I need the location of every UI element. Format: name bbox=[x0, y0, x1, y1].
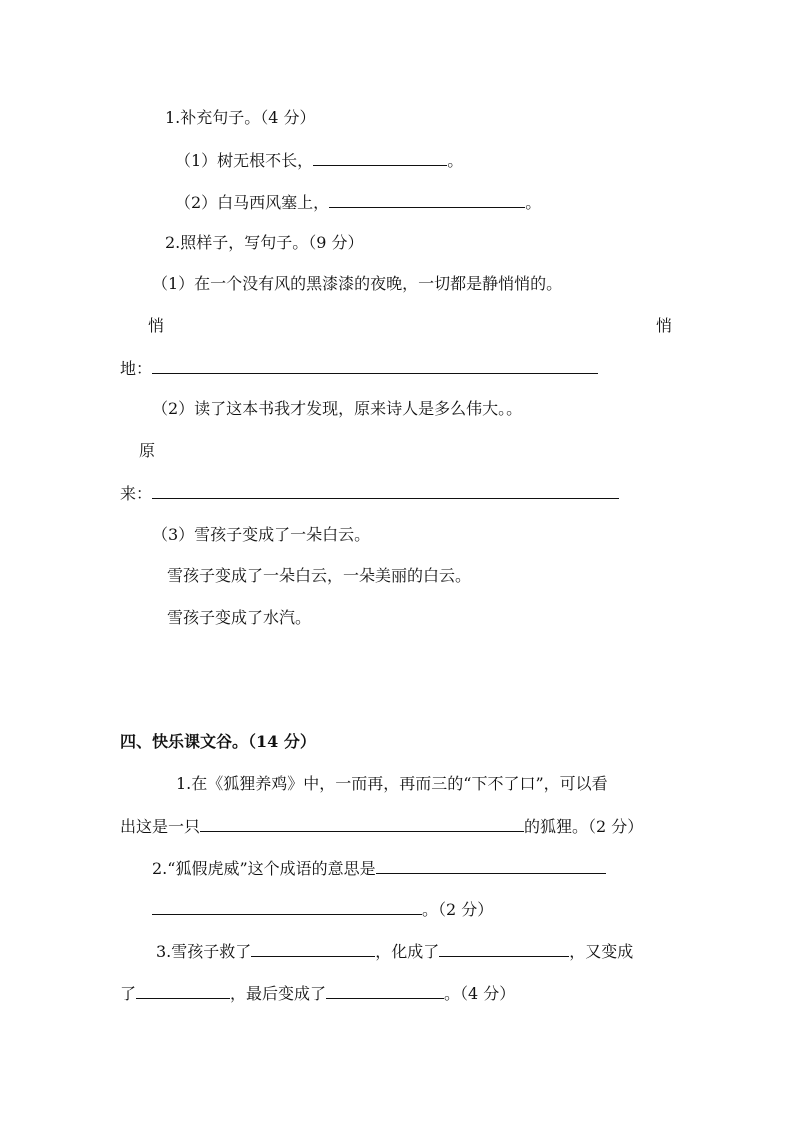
q2-item-2-blank[interactable] bbox=[152, 482, 619, 499]
q2-item-2-answer bbox=[120, 482, 619, 504]
s4-q3-part-4: 了 bbox=[120, 984, 137, 1003]
q2-item-1-answer-label: 地： bbox=[120, 359, 153, 378]
q2-item-1-blank[interactable] bbox=[152, 357, 598, 374]
q2-item-1-word-start: 悄 bbox=[148, 316, 165, 335]
s4-q2-blank-2[interactable] bbox=[152, 898, 422, 915]
s4-q2-blank-1[interactable] bbox=[376, 857, 606, 874]
q1-item-1 bbox=[175, 149, 463, 171]
q1-item-2-end: 。 bbox=[525, 193, 542, 212]
s4-q3-blank-3[interactable] bbox=[136, 982, 230, 999]
q1-item-1-text: （1）树无根不长， bbox=[175, 151, 314, 170]
s4-q1-suffix: 的狐狸。（2 分） bbox=[524, 817, 644, 836]
s4-q3-blank-2[interactable] bbox=[439, 940, 569, 957]
q1-item-1-end: 。 bbox=[447, 151, 464, 170]
q2-item-1-word-end: 悄 bbox=[656, 316, 673, 335]
s4-q1-line-1: 1.在《狐狸养鸡》中，一而再，再而三的“下不了口”，可以看 bbox=[176, 774, 608, 793]
q2-item-3-example: 雪孩子变成了一朵白云，一朵美丽的白云。 bbox=[167, 566, 472, 585]
s4-q3-part-1: 3.雪孩子救了 bbox=[156, 942, 252, 961]
s4-q2-line-2 bbox=[152, 898, 493, 920]
s4-q1-line-2 bbox=[120, 815, 643, 837]
q2-title: 2.照样子，写句子。（9 分） bbox=[165, 233, 364, 252]
q1-item-2 bbox=[175, 191, 541, 213]
s4-q3-part-3: ，又变成 bbox=[569, 942, 634, 961]
q1-item-1-blank[interactable] bbox=[313, 149, 447, 166]
q2-item-2-answer-label: 来： bbox=[120, 484, 153, 503]
q2-item-1: （1）在一个没有风的黑漆漆的夜晚，一切都是静悄悄的。 bbox=[152, 274, 563, 293]
q1-item-2-blank[interactable] bbox=[329, 191, 525, 208]
q2-item-2: （2）读了这本书我才发现，原来诗人是多么伟大。。 bbox=[152, 399, 523, 418]
section-4-heading: 四、快乐课文谷。（14 分） bbox=[120, 732, 316, 751]
s4-q3-line-2 bbox=[120, 982, 515, 1004]
s4-q1-blank[interactable] bbox=[200, 815, 524, 832]
s4-q1-prefix: 出这是一只 bbox=[120, 817, 201, 836]
s4-q3-part-2: ，化成了 bbox=[375, 942, 440, 961]
q2-item-3: （3）雪孩子变成了一朵白云。 bbox=[152, 525, 371, 544]
s4-q3-blank-4[interactable] bbox=[326, 982, 444, 999]
q1-title: 1.补充句子。（4 分） bbox=[165, 108, 316, 127]
s4-q3-part-5: ，最后变成了 bbox=[230, 984, 327, 1003]
s4-q2-suffix: 。（2 分） bbox=[422, 900, 494, 919]
q2-item-2-word-start: 原 bbox=[139, 441, 156, 460]
s4-q2-prefix: 2.“狐假虎威”这个成语的意思是 bbox=[152, 859, 376, 878]
s4-q3-line-1 bbox=[156, 940, 633, 962]
s4-q3-blank-1[interactable] bbox=[251, 940, 375, 957]
s4-q2-line-1 bbox=[152, 857, 606, 879]
q2-item-3-sentence: 雪孩子变成了水汽。 bbox=[167, 608, 312, 627]
s4-q3-part-6: 。（4 分） bbox=[444, 984, 516, 1003]
q2-item-1-answer bbox=[120, 357, 598, 379]
q1-item-2-text: （2）白马西风塞上， bbox=[175, 193, 330, 212]
